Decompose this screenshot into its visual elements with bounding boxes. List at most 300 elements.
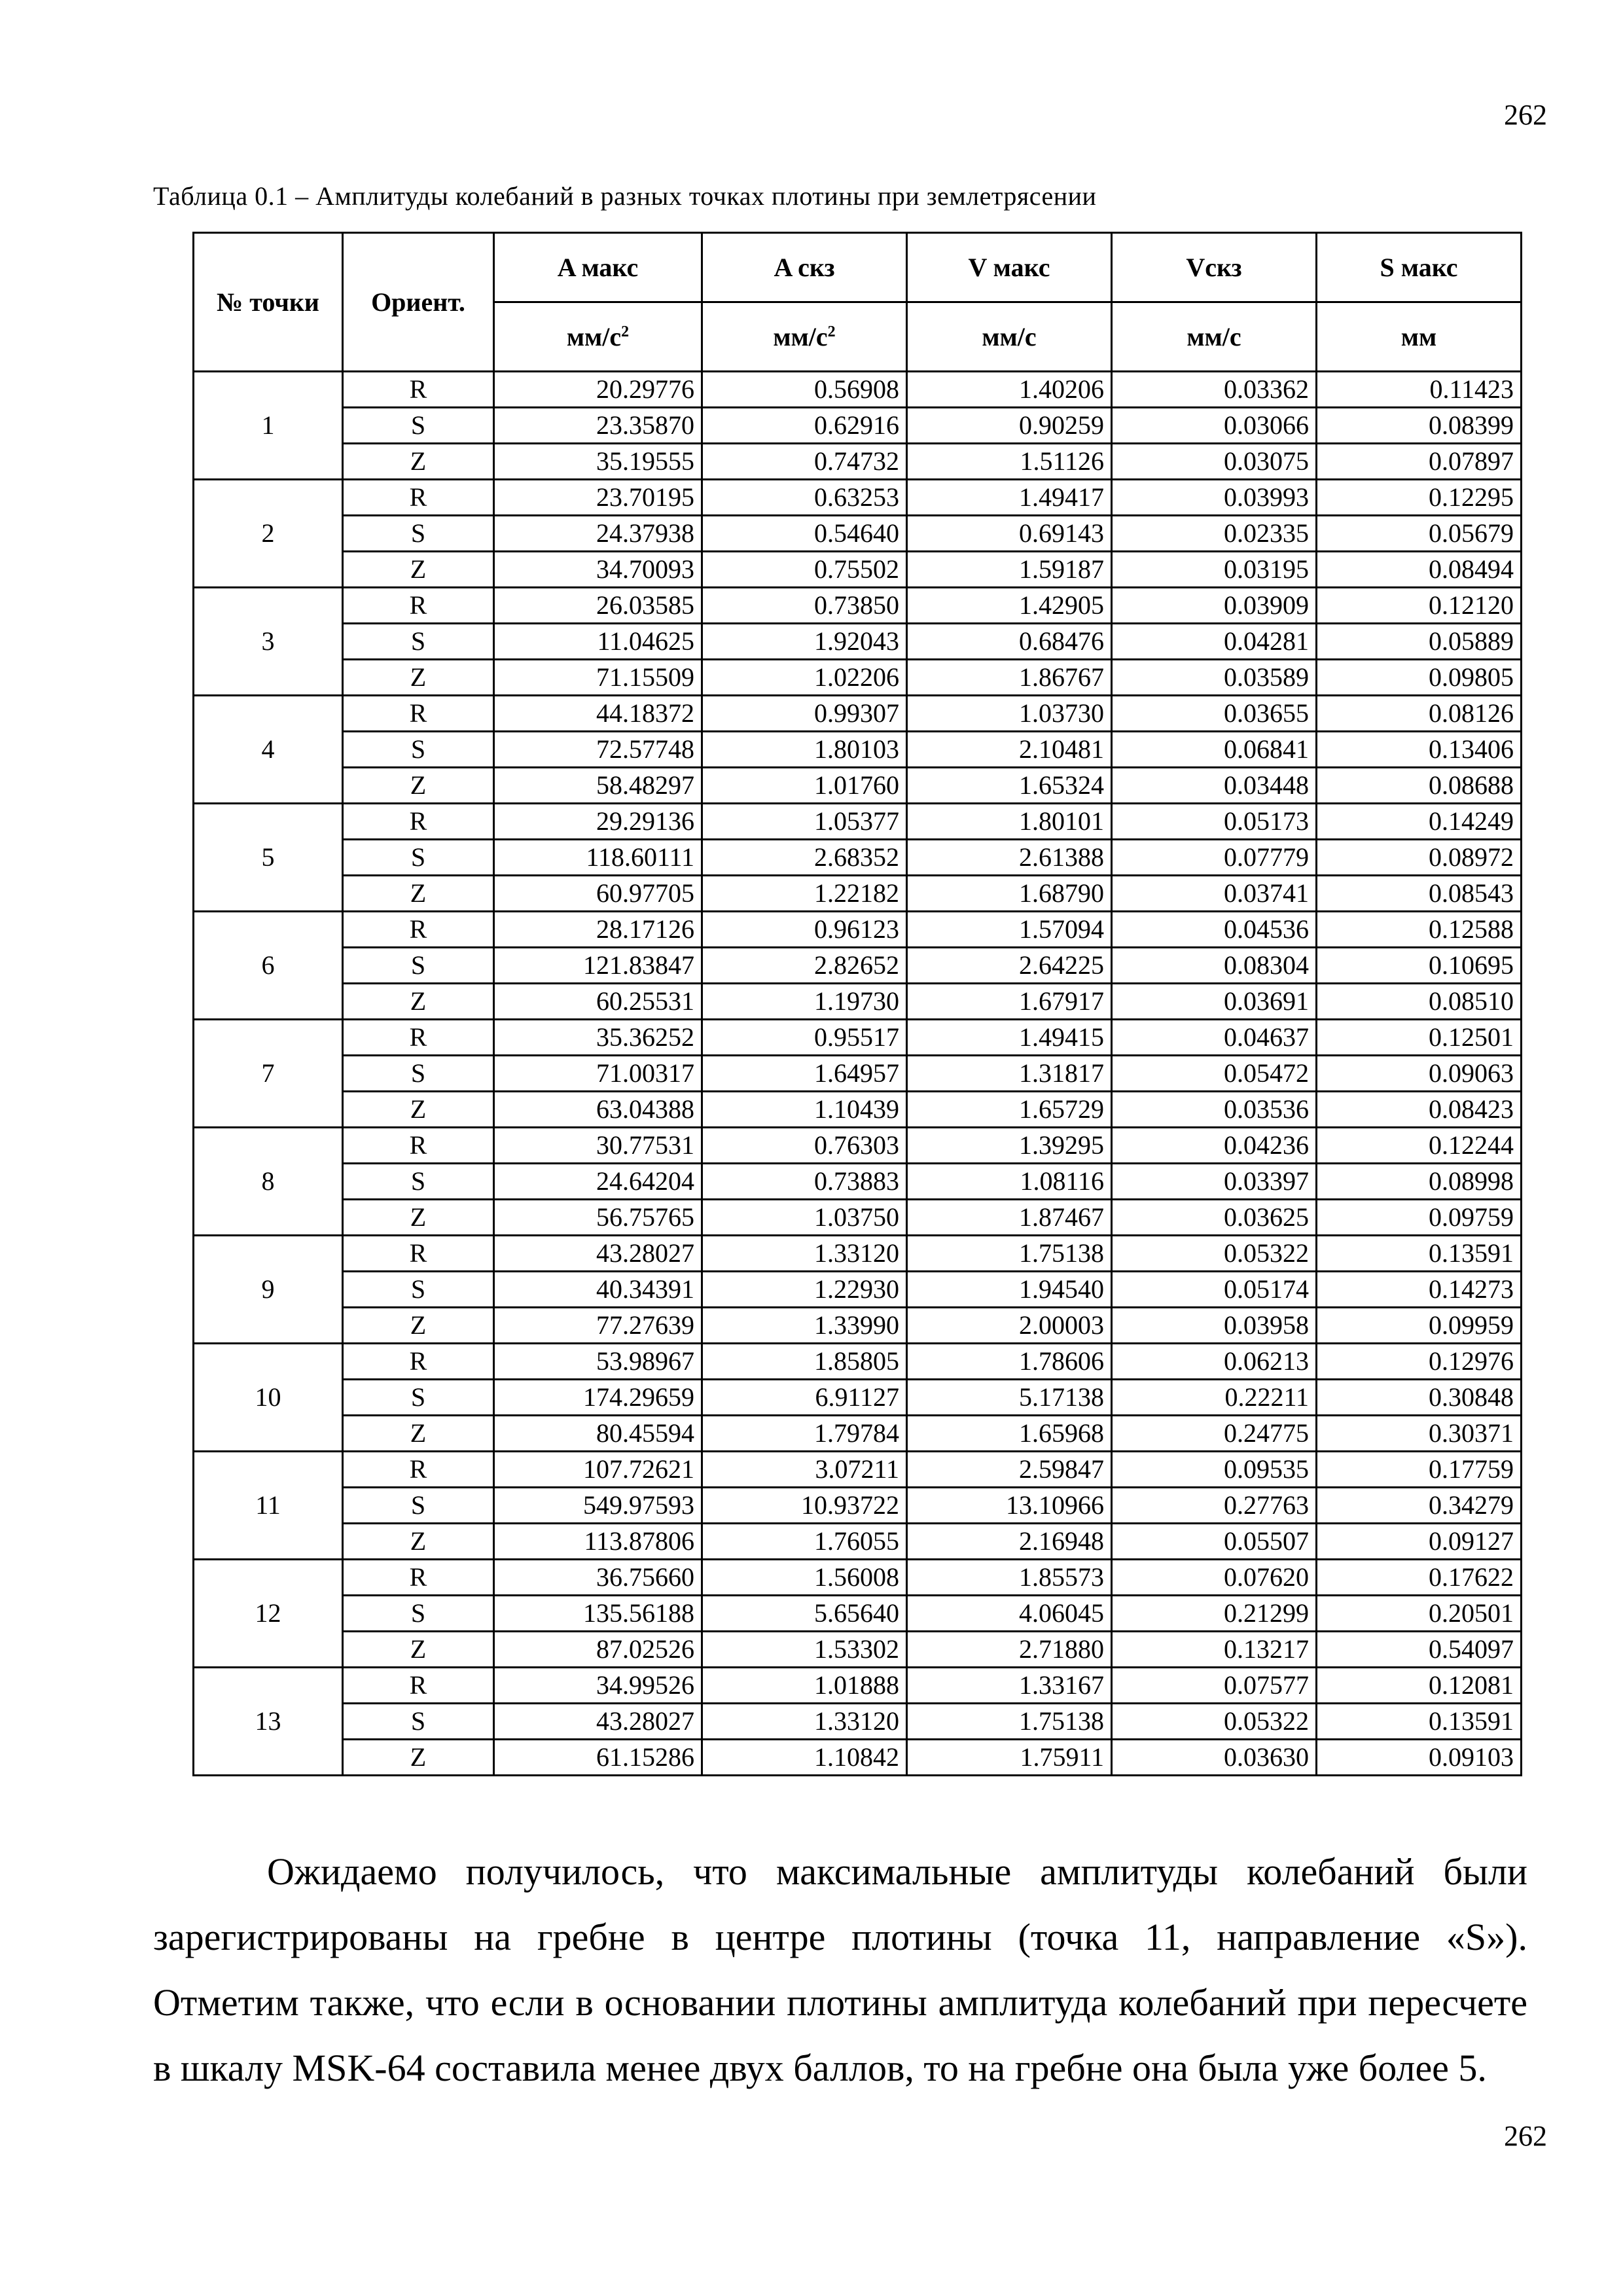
value-cell: 0.04637 bbox=[1112, 1020, 1317, 1056]
value-cell: 121.83847 bbox=[494, 948, 702, 984]
table-row bbox=[194, 696, 1522, 732]
unit-s-max: мм bbox=[1317, 302, 1522, 372]
value-cell: 1.10842 bbox=[702, 1740, 907, 1776]
orientation-cell: S bbox=[343, 1488, 494, 1524]
value-cell: 0.69143 bbox=[907, 516, 1112, 552]
value-cell: 34.99526 bbox=[494, 1668, 702, 1704]
amplitude-table bbox=[192, 232, 1522, 1776]
value-cell: 0.75502 bbox=[702, 552, 907, 588]
value-cell: 0.03397 bbox=[1112, 1164, 1317, 1200]
value-cell: 0.08494 bbox=[1317, 552, 1522, 588]
value-cell: 1.08116 bbox=[907, 1164, 1112, 1200]
value-cell: 0.30848 bbox=[1317, 1380, 1522, 1416]
orientation-cell: Z bbox=[343, 768, 494, 804]
value-cell: 23.70195 bbox=[494, 480, 702, 516]
value-cell: 30.77531 bbox=[494, 1128, 702, 1164]
value-cell: 2.82652 bbox=[702, 948, 907, 984]
value-cell: 0.02335 bbox=[1112, 516, 1317, 552]
orientation-cell: S bbox=[343, 1056, 494, 1092]
value-cell: 1.33120 bbox=[702, 1704, 907, 1740]
point-number-cell: 5 bbox=[194, 804, 343, 912]
value-cell: 0.08423 bbox=[1317, 1092, 1522, 1128]
table-row bbox=[194, 1308, 1522, 1344]
table-row bbox=[194, 840, 1522, 876]
value-cell: 0.05889 bbox=[1317, 624, 1522, 660]
value-cell: 1.53302 bbox=[702, 1632, 907, 1668]
value-cell: 24.37938 bbox=[494, 516, 702, 552]
orientation-cell: Z bbox=[343, 1092, 494, 1128]
value-cell: 0.20501 bbox=[1317, 1596, 1522, 1632]
value-cell: 1.92043 bbox=[702, 624, 907, 660]
page-number-top: 262 bbox=[1504, 99, 1547, 131]
value-cell: 1.31817 bbox=[907, 1056, 1112, 1092]
value-cell: 1.39295 bbox=[907, 1128, 1112, 1164]
header-point: № точки bbox=[194, 233, 343, 372]
value-cell: 43.28027 bbox=[494, 1704, 702, 1740]
unit-a-skz-text: мм/с bbox=[773, 321, 828, 351]
orientation-cell: S bbox=[343, 732, 494, 768]
orientation-cell: S bbox=[343, 948, 494, 984]
table-row bbox=[194, 660, 1522, 696]
value-cell: 1.78606 bbox=[907, 1344, 1112, 1380]
point-number-cell: 6 bbox=[194, 912, 343, 1020]
value-cell: 0.08510 bbox=[1317, 984, 1522, 1020]
value-cell: 0.17759 bbox=[1317, 1452, 1522, 1488]
body-paragraph bbox=[153, 1839, 1527, 2101]
value-cell: 60.25531 bbox=[494, 984, 702, 1020]
value-cell: 1.10439 bbox=[702, 1092, 907, 1128]
orientation-cell: R bbox=[343, 588, 494, 624]
value-cell: 1.33120 bbox=[702, 1236, 907, 1272]
value-cell: 0.07779 bbox=[1112, 840, 1317, 876]
value-cell: 0.05679 bbox=[1317, 516, 1522, 552]
value-cell: 1.42905 bbox=[907, 588, 1112, 624]
page-number-bottom: 262 bbox=[1504, 2120, 1547, 2152]
value-cell: 0.13406 bbox=[1317, 732, 1522, 768]
point-number-cell: 13 bbox=[194, 1668, 343, 1776]
table-row bbox=[194, 1236, 1522, 1272]
value-cell: 0.96123 bbox=[702, 912, 907, 948]
value-cell: 0.05322 bbox=[1112, 1236, 1317, 1272]
table-row bbox=[194, 1416, 1522, 1452]
value-cell: 0.05507 bbox=[1112, 1524, 1317, 1560]
value-cell: 87.02526 bbox=[494, 1632, 702, 1668]
value-cell: 58.48297 bbox=[494, 768, 702, 804]
point-number-cell: 3 bbox=[194, 588, 343, 696]
table-row bbox=[194, 804, 1522, 840]
value-cell: 2.59847 bbox=[907, 1452, 1112, 1488]
value-cell: 1.59187 bbox=[907, 552, 1112, 588]
value-cell: 0.30371 bbox=[1317, 1416, 1522, 1452]
value-cell: 0.63253 bbox=[702, 480, 907, 516]
value-cell: 6.91127 bbox=[702, 1380, 907, 1416]
value-cell: 0.07620 bbox=[1112, 1560, 1317, 1596]
value-cell: 1.05377 bbox=[702, 804, 907, 840]
header-a-max: A макс bbox=[494, 233, 702, 302]
orientation-cell: S bbox=[343, 624, 494, 660]
value-cell: 0.05472 bbox=[1112, 1056, 1317, 1092]
orientation-cell: R bbox=[343, 1452, 494, 1488]
orientation-cell: R bbox=[343, 696, 494, 732]
value-cell: 2.00003 bbox=[907, 1308, 1112, 1344]
header-row-1 bbox=[194, 233, 1522, 302]
table-row bbox=[194, 1704, 1522, 1740]
value-cell: 1.02206 bbox=[702, 660, 907, 696]
table-row bbox=[194, 444, 1522, 480]
value-cell: 0.09959 bbox=[1317, 1308, 1522, 1344]
header-v-max: V макс bbox=[907, 233, 1112, 302]
orientation-cell: S bbox=[343, 1272, 494, 1308]
value-cell: 1.64957 bbox=[702, 1056, 907, 1092]
value-cell: 0.14273 bbox=[1317, 1272, 1522, 1308]
orientation-cell: S bbox=[343, 408, 494, 444]
value-cell: 0.11423 bbox=[1317, 372, 1522, 408]
value-cell: 0.90259 bbox=[907, 408, 1112, 444]
orientation-cell: S bbox=[343, 840, 494, 876]
value-cell: 1.80103 bbox=[702, 732, 907, 768]
value-cell: 0.08972 bbox=[1317, 840, 1522, 876]
value-cell: 1.65968 bbox=[907, 1416, 1112, 1452]
orientation-cell: Z bbox=[343, 1632, 494, 1668]
value-cell: 0.12081 bbox=[1317, 1668, 1522, 1704]
table-row bbox=[194, 624, 1522, 660]
orientation-cell: S bbox=[343, 516, 494, 552]
value-cell: 36.75660 bbox=[494, 1560, 702, 1596]
value-cell: 0.03536 bbox=[1112, 1092, 1317, 1128]
value-cell: 1.76055 bbox=[702, 1524, 907, 1560]
value-cell: 0.03195 bbox=[1112, 552, 1317, 588]
table-row bbox=[194, 1560, 1522, 1596]
value-cell: 549.97593 bbox=[494, 1488, 702, 1524]
table-row bbox=[194, 984, 1522, 1020]
value-cell: 0.12244 bbox=[1317, 1128, 1522, 1164]
point-number-cell: 4 bbox=[194, 696, 343, 804]
value-cell: 2.61388 bbox=[907, 840, 1112, 876]
value-cell: 35.19555 bbox=[494, 444, 702, 480]
value-cell: 1.51126 bbox=[907, 444, 1112, 480]
value-cell: 0.08688 bbox=[1317, 768, 1522, 804]
point-number-cell: 8 bbox=[194, 1128, 343, 1236]
orientation-cell: S bbox=[343, 1380, 494, 1416]
value-cell: 0.04536 bbox=[1112, 912, 1317, 948]
table-row bbox=[194, 1344, 1522, 1380]
table-row bbox=[194, 912, 1522, 948]
value-cell: 23.35870 bbox=[494, 408, 702, 444]
value-cell: 1.33167 bbox=[907, 1668, 1112, 1704]
value-cell: 71.15509 bbox=[494, 660, 702, 696]
value-cell: 0.03589 bbox=[1112, 660, 1317, 696]
value-cell: 0.09127 bbox=[1317, 1524, 1522, 1560]
value-cell: 0.03448 bbox=[1112, 768, 1317, 804]
table-row bbox=[194, 948, 1522, 984]
value-cell: 1.94540 bbox=[907, 1272, 1112, 1308]
value-cell: 0.03655 bbox=[1112, 696, 1317, 732]
table-row bbox=[194, 1200, 1522, 1236]
value-cell: 0.08998 bbox=[1317, 1164, 1522, 1200]
unit-v-skz: мм/с bbox=[1112, 302, 1317, 372]
value-cell: 71.00317 bbox=[494, 1056, 702, 1092]
value-cell: 0.54097 bbox=[1317, 1632, 1522, 1668]
value-cell: 1.75911 bbox=[907, 1740, 1112, 1776]
value-cell: 0.17622 bbox=[1317, 1560, 1522, 1596]
orientation-cell: S bbox=[343, 1704, 494, 1740]
value-cell: 1.03730 bbox=[907, 696, 1112, 732]
orientation-cell: Z bbox=[343, 1416, 494, 1452]
point-number-cell: 7 bbox=[194, 1020, 343, 1128]
value-cell: 77.27639 bbox=[494, 1308, 702, 1344]
value-cell: 2.71880 bbox=[907, 1632, 1112, 1668]
value-cell: 0.73883 bbox=[702, 1164, 907, 1200]
value-cell: 0.56908 bbox=[702, 372, 907, 408]
value-cell: 56.75765 bbox=[494, 1200, 702, 1236]
value-cell: 1.01888 bbox=[702, 1668, 907, 1704]
header-s-max: S макс bbox=[1317, 233, 1522, 302]
table-row bbox=[194, 876, 1522, 912]
value-cell: 2.10481 bbox=[907, 732, 1112, 768]
value-cell: 135.56188 bbox=[494, 1596, 702, 1632]
table-caption: Таблица 0.1 – Амплитуды колебаний в разных точках плотины при землетрясении bbox=[153, 181, 1097, 211]
value-cell: 0.95517 bbox=[702, 1020, 907, 1056]
value-cell: 1.79784 bbox=[702, 1416, 907, 1452]
value-cell: 0.03993 bbox=[1112, 480, 1317, 516]
value-cell: 5.17138 bbox=[907, 1380, 1112, 1416]
orientation-cell: R bbox=[343, 1020, 494, 1056]
value-cell: 13.10966 bbox=[907, 1488, 1112, 1524]
table-row bbox=[194, 480, 1522, 516]
unit-v-max: мм/с bbox=[907, 302, 1112, 372]
header-orient: Ориент. bbox=[343, 233, 494, 372]
orientation-cell: Z bbox=[343, 1524, 494, 1560]
header-a-skz: A скз bbox=[702, 233, 907, 302]
unit-a-max-exponent: 2 bbox=[621, 323, 630, 340]
value-cell: 0.07577 bbox=[1112, 1668, 1317, 1704]
value-cell: 35.36252 bbox=[494, 1020, 702, 1056]
value-cell: 1.68790 bbox=[907, 876, 1112, 912]
orientation-cell: R bbox=[343, 804, 494, 840]
value-cell: 0.73850 bbox=[702, 588, 907, 624]
value-cell: 0.09103 bbox=[1317, 1740, 1522, 1776]
table-row bbox=[194, 1596, 1522, 1632]
orientation-cell: R bbox=[343, 480, 494, 516]
value-cell: 0.99307 bbox=[702, 696, 907, 732]
table-row bbox=[194, 1020, 1522, 1056]
value-cell: 1.49415 bbox=[907, 1020, 1112, 1056]
value-cell: 1.56008 bbox=[702, 1560, 907, 1596]
value-cell: 2.64225 bbox=[907, 948, 1112, 984]
value-cell: 4.06045 bbox=[907, 1596, 1112, 1632]
orientation-cell: S bbox=[343, 1164, 494, 1200]
value-cell: 1.67917 bbox=[907, 984, 1112, 1020]
unit-a-max-text: мм/с bbox=[566, 321, 622, 351]
orientation-cell: R bbox=[343, 1344, 494, 1380]
value-cell: 0.12120 bbox=[1317, 588, 1522, 624]
table-row bbox=[194, 1452, 1522, 1488]
value-cell: 61.15286 bbox=[494, 1740, 702, 1776]
orientation-cell: Z bbox=[343, 984, 494, 1020]
value-cell: 1.86767 bbox=[907, 660, 1112, 696]
value-cell: 43.28027 bbox=[494, 1236, 702, 1272]
table-row bbox=[194, 1632, 1522, 1668]
value-cell: 29.29136 bbox=[494, 804, 702, 840]
table-row bbox=[194, 1740, 1522, 1776]
table-row bbox=[194, 1164, 1522, 1200]
table-row bbox=[194, 1272, 1522, 1308]
value-cell: 174.29659 bbox=[494, 1380, 702, 1416]
value-cell: 0.54640 bbox=[702, 516, 907, 552]
value-cell: 1.22182 bbox=[702, 876, 907, 912]
value-cell: 0.12588 bbox=[1317, 912, 1522, 948]
value-cell: 107.72621 bbox=[494, 1452, 702, 1488]
orientation-cell: Z bbox=[343, 876, 494, 912]
value-cell: 0.68476 bbox=[907, 624, 1112, 660]
value-cell: 28.17126 bbox=[494, 912, 702, 948]
value-cell: 1.85573 bbox=[907, 1560, 1112, 1596]
value-cell: 40.34391 bbox=[494, 1272, 702, 1308]
value-cell: 0.22211 bbox=[1112, 1380, 1317, 1416]
value-cell: 24.64204 bbox=[494, 1164, 702, 1200]
value-cell: 0.03066 bbox=[1112, 408, 1317, 444]
orientation-cell: S bbox=[343, 1596, 494, 1632]
table-row bbox=[194, 732, 1522, 768]
table-row bbox=[194, 552, 1522, 588]
table-row bbox=[194, 516, 1522, 552]
value-cell: 0.21299 bbox=[1112, 1596, 1317, 1632]
value-cell: 0.03362 bbox=[1112, 372, 1317, 408]
value-cell: 118.60111 bbox=[494, 840, 702, 876]
value-cell: 1.65324 bbox=[907, 768, 1112, 804]
value-cell: 60.97705 bbox=[494, 876, 702, 912]
value-cell: 1.75138 bbox=[907, 1236, 1112, 1272]
orientation-cell: Z bbox=[343, 660, 494, 696]
orientation-cell: R bbox=[343, 1668, 494, 1704]
orientation-cell: Z bbox=[343, 1308, 494, 1344]
value-cell: 0.76303 bbox=[702, 1128, 907, 1164]
value-cell: 1.57094 bbox=[907, 912, 1112, 948]
value-cell: 1.03750 bbox=[702, 1200, 907, 1236]
value-cell: 0.74732 bbox=[702, 444, 907, 480]
table-row bbox=[194, 1056, 1522, 1092]
value-cell: 1.75138 bbox=[907, 1704, 1112, 1740]
point-number-cell: 11 bbox=[194, 1452, 343, 1560]
point-number-cell: 1 bbox=[194, 372, 343, 480]
value-cell: 1.49417 bbox=[907, 480, 1112, 516]
value-cell: 1.87467 bbox=[907, 1200, 1112, 1236]
value-cell: 0.03075 bbox=[1112, 444, 1317, 480]
value-cell: 0.08304 bbox=[1112, 948, 1317, 984]
table-row bbox=[194, 408, 1522, 444]
value-cell: 34.70093 bbox=[494, 552, 702, 588]
value-cell: 10.93722 bbox=[702, 1488, 907, 1524]
value-cell: 2.68352 bbox=[702, 840, 907, 876]
value-cell: 0.34279 bbox=[1317, 1488, 1522, 1524]
value-cell: 1.40206 bbox=[907, 372, 1112, 408]
value-cell: 0.05174 bbox=[1112, 1272, 1317, 1308]
table-row bbox=[194, 1668, 1522, 1704]
value-cell: 0.03741 bbox=[1112, 876, 1317, 912]
value-cell: 1.80101 bbox=[907, 804, 1112, 840]
value-cell: 0.09759 bbox=[1317, 1200, 1522, 1236]
value-cell: 0.03909 bbox=[1112, 588, 1317, 624]
value-cell: 0.03958 bbox=[1112, 1308, 1317, 1344]
orientation-cell: R bbox=[343, 372, 494, 408]
unit-a-skz-exponent: 2 bbox=[827, 323, 836, 340]
value-cell: 0.03691 bbox=[1112, 984, 1317, 1020]
table-row bbox=[194, 1488, 1522, 1524]
value-cell: 1.33990 bbox=[702, 1308, 907, 1344]
value-cell: 0.04236 bbox=[1112, 1128, 1317, 1164]
table-row bbox=[194, 1380, 1522, 1416]
table-row bbox=[194, 1092, 1522, 1128]
orientation-cell: Z bbox=[343, 1200, 494, 1236]
orientation-cell: Z bbox=[343, 1740, 494, 1776]
orientation-cell: R bbox=[343, 1128, 494, 1164]
orientation-cell: R bbox=[343, 1560, 494, 1596]
table-row bbox=[194, 1128, 1522, 1164]
value-cell: 0.04281 bbox=[1112, 624, 1317, 660]
value-cell: 0.08399 bbox=[1317, 408, 1522, 444]
value-cell: 0.06841 bbox=[1112, 732, 1317, 768]
header-v-skz: Vскз bbox=[1112, 233, 1317, 302]
orientation-cell: R bbox=[343, 912, 494, 948]
value-cell: 0.13217 bbox=[1112, 1632, 1317, 1668]
value-cell: 0.10695 bbox=[1317, 948, 1522, 984]
table-body bbox=[194, 372, 1522, 1776]
value-cell: 113.87806 bbox=[494, 1524, 702, 1560]
value-cell: 0.62916 bbox=[702, 408, 907, 444]
value-cell: 1.22930 bbox=[702, 1272, 907, 1308]
value-cell: 20.29776 bbox=[494, 372, 702, 408]
point-number-cell: 2 bbox=[194, 480, 343, 588]
value-cell: 2.16948 bbox=[907, 1524, 1112, 1560]
orientation-cell: Z bbox=[343, 444, 494, 480]
value-cell: 0.12976 bbox=[1317, 1344, 1522, 1380]
value-cell: 0.06213 bbox=[1112, 1344, 1317, 1380]
value-cell: 0.05173 bbox=[1112, 804, 1317, 840]
value-cell: 0.07897 bbox=[1317, 444, 1522, 480]
value-cell: 5.65640 bbox=[702, 1596, 907, 1632]
value-cell: 0.12501 bbox=[1317, 1020, 1522, 1056]
paragraph-text: Ожидаемо получилось, что максимальные амплитуды колебаний были зарегистрированы на гребне в центре плотины (точка 11, направление «S»). Отметим также, что если в основании плотины амплитуда колебаний при пересчете в шкалу MSK-64 составила менее двух баллов, то на гребне она была уже более 5. bbox=[153, 1850, 1527, 2089]
value-cell: 0.09063 bbox=[1317, 1056, 1522, 1092]
value-cell: 0.03630 bbox=[1112, 1740, 1317, 1776]
value-cell: 0.08543 bbox=[1317, 876, 1522, 912]
value-cell: 0.27763 bbox=[1112, 1488, 1317, 1524]
table-row bbox=[194, 768, 1522, 804]
value-cell: 63.04388 bbox=[494, 1092, 702, 1128]
table-row bbox=[194, 372, 1522, 408]
value-cell: 0.14249 bbox=[1317, 804, 1522, 840]
value-cell: 80.45594 bbox=[494, 1416, 702, 1452]
value-cell: 0.08126 bbox=[1317, 696, 1522, 732]
point-number-cell: 9 bbox=[194, 1236, 343, 1344]
table-row bbox=[194, 1524, 1522, 1560]
value-cell: 0.09535 bbox=[1112, 1452, 1317, 1488]
point-number-cell: 12 bbox=[194, 1560, 343, 1668]
value-cell: 0.24775 bbox=[1112, 1416, 1317, 1452]
value-cell: 11.04625 bbox=[494, 624, 702, 660]
value-cell: 44.18372 bbox=[494, 696, 702, 732]
value-cell: 72.57748 bbox=[494, 732, 702, 768]
value-cell: 1.85805 bbox=[702, 1344, 907, 1380]
orientation-cell: Z bbox=[343, 552, 494, 588]
value-cell: 26.03585 bbox=[494, 588, 702, 624]
value-cell: 0.12295 bbox=[1317, 480, 1522, 516]
value-cell: 1.65729 bbox=[907, 1092, 1112, 1128]
value-cell: 0.09805 bbox=[1317, 660, 1522, 696]
value-cell: 0.13591 bbox=[1317, 1236, 1522, 1272]
value-cell: 3.07211 bbox=[702, 1452, 907, 1488]
table-row bbox=[194, 588, 1522, 624]
